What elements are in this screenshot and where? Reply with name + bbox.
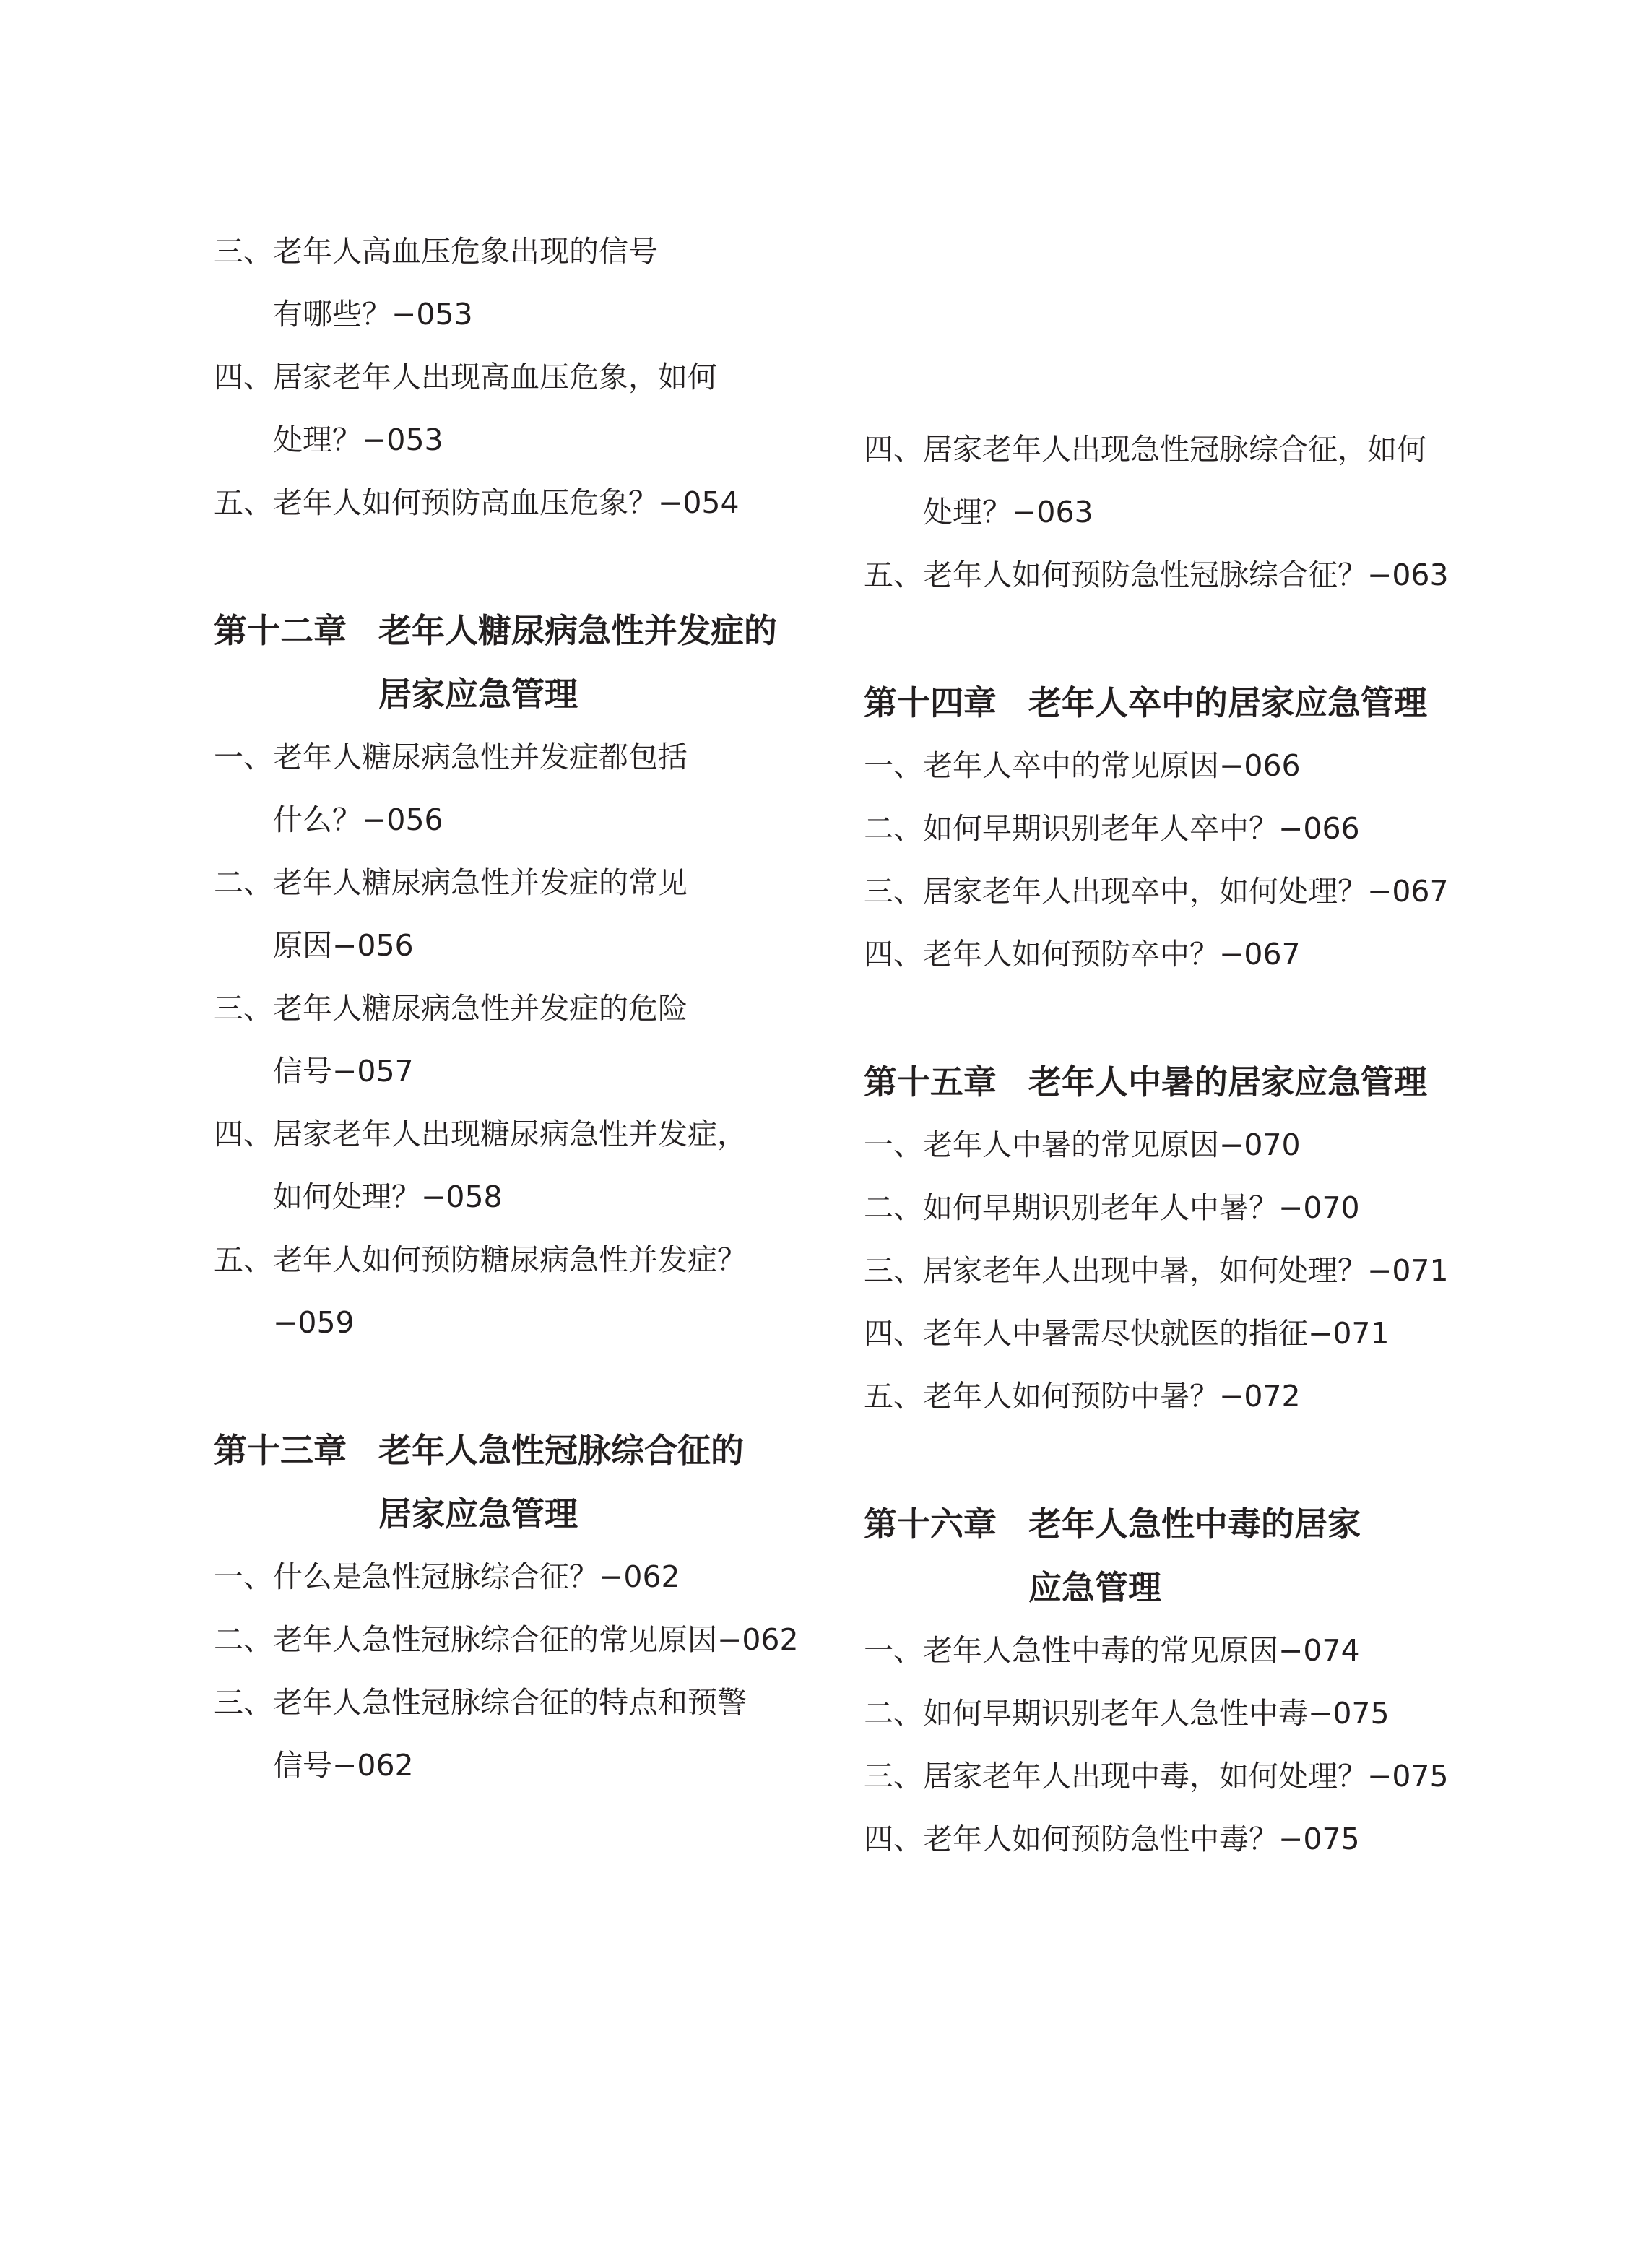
toc-entry[interactable]	[214, 1609, 835, 1671]
toc-entry[interactable]	[864, 1808, 1485, 1871]
toc-entry[interactable]	[864, 1177, 1485, 1239]
toc-entry-line: 有哪些？−053	[273, 297, 473, 332]
toc-entry[interactable]	[214, 1671, 835, 1797]
toc-entry-line: 处理？−053	[273, 423, 443, 457]
toc-entry[interactable]	[214, 220, 835, 346]
toc-entry[interactable]	[864, 1365, 1485, 1428]
toc-column-right	[864, 418, 1485, 1871]
toc-entry-line: 四、居家老年人出现高血压危象，如何	[214, 360, 717, 394]
toc-entry-line: 三、老年人急性冠脉综合征的特点和预警	[214, 1685, 747, 1720]
toc-entry[interactable]	[214, 977, 835, 1103]
toc-entry[interactable]	[864, 735, 1485, 797]
toc-entry-line: 五、老年人如何预防急性冠脉综合征？−063	[864, 558, 1449, 592]
chapter-heading	[864, 671, 1485, 735]
toc-entry[interactable]	[864, 1239, 1485, 1302]
toc-entry[interactable]	[214, 852, 835, 977]
chapter-title	[1028, 1050, 1427, 1114]
toc-entry-line: 二、老年人急性冠脉综合征的常见原因−062	[214, 1622, 799, 1657]
toc-entry-line: 一、什么是急性冠脉综合征？−062	[214, 1559, 680, 1594]
toc-entry-line: 四、居家老年人出现急性冠脉综合征，如何	[864, 432, 1426, 467]
chapter-title-line: 老年人中暑的居家应急管理	[1028, 1062, 1427, 1101]
toc-entry[interactable]	[864, 923, 1485, 986]
chapter-heading	[864, 1492, 1485, 1619]
chapter-title-line: 应急管理	[1028, 1568, 1161, 1607]
toc-entry[interactable]	[864, 418, 1485, 544]
toc-entry[interactable]	[864, 1682, 1485, 1745]
chapter-title-line: 居家应急管理	[378, 675, 578, 714]
chapter-number: 第十三章	[214, 1431, 347, 1470]
chapter-title	[378, 599, 777, 726]
chapter-title-line: 老年人卒中的居家应急管理	[1028, 683, 1427, 722]
toc-entry-line: 四、老年人如何预防急性中毒？−075	[864, 1822, 1360, 1856]
toc-entry-line: 三、居家老年人出现中毒，如何处理？−075	[864, 1759, 1449, 1793]
chapter-title	[1028, 1492, 1361, 1619]
chapter-number: 第十五章	[864, 1062, 997, 1101]
chapter-number: 第十六章	[864, 1505, 997, 1544]
toc-entry-line: 四、居家老年人出现糖尿病急性并发症，	[214, 1117, 747, 1151]
chapter-heading	[214, 1419, 835, 1546]
toc-entry[interactable]	[214, 472, 835, 534]
toc-column-left	[214, 220, 835, 1797]
toc-entry-line: 二、如何早期识别老年人卒中？−066	[864, 811, 1360, 846]
toc-entry[interactable]	[864, 1745, 1485, 1808]
chapter-heading	[214, 599, 835, 726]
toc-entry[interactable]	[214, 726, 835, 852]
toc-entry-line: 原因−056	[273, 928, 414, 963]
toc-entry-line: 一、老年人急性中毒的常见原因−074	[864, 1633, 1360, 1668]
toc-entry-line: 什么？−056	[273, 802, 443, 837]
toc-entry-line: 五、老年人如何预防高血压危象？−054	[214, 485, 740, 520]
toc-entry-line: 二、如何早期识别老年人中暑？−070	[864, 1190, 1360, 1225]
toc-entry-line: 三、居家老年人出现中暑，如何处理？−071	[864, 1253, 1449, 1288]
toc-entry-line: 四、老年人如何预防卒中？−067	[864, 937, 1301, 971]
toc-entry-line: 一、老年人卒中的常见原因−066	[864, 748, 1301, 783]
chapter-title-line: 老年人糖尿病急性并发症的	[378, 611, 777, 650]
toc-entry-line: 三、居家老年人出现卒中，如何处理？−067	[864, 874, 1449, 909]
toc-entry[interactable]	[864, 544, 1485, 607]
chapter-heading	[864, 1050, 1485, 1114]
chapter-title	[1028, 671, 1427, 735]
toc-entry-line: 二、老年人糖尿病急性并发症的常见	[214, 865, 688, 900]
toc-entry-line: 四、老年人中暑需尽快就医的指征−071	[864, 1316, 1390, 1351]
toc-entry-line: −059	[273, 1305, 355, 1340]
toc-entry-line: 信号−062	[273, 1748, 414, 1783]
toc-entry-line: 如何处理？−058	[273, 1180, 503, 1214]
toc-entry[interactable]	[214, 346, 835, 472]
chapter-title	[378, 1419, 744, 1546]
chapter-number: 第十四章	[864, 683, 997, 722]
toc-entry-line: 三、老年人糖尿病急性并发症的危险	[214, 991, 688, 1026]
toc-entry-line: 信号−057	[273, 1054, 414, 1088]
toc-entry[interactable]	[864, 797, 1485, 860]
chapter-title-line: 老年人急性中毒的居家	[1028, 1505, 1361, 1544]
toc-entry-line: 三、老年人高血压危象出现的信号	[214, 234, 658, 269]
toc-entry-line: 一、老年人糖尿病急性并发症都包括	[214, 740, 688, 774]
toc-entry-line: 处理？−063	[923, 495, 1093, 529]
toc-entry[interactable]	[864, 1619, 1485, 1682]
toc-entry[interactable]	[864, 1114, 1485, 1177]
chapter-number: 第十二章	[214, 611, 347, 650]
toc-entry[interactable]	[214, 1103, 835, 1229]
chapter-title-line: 居家应急管理	[378, 1494, 578, 1533]
toc-entry[interactable]	[864, 1302, 1485, 1365]
toc-entry-line: 五、老年人如何预防中暑？−072	[864, 1379, 1301, 1414]
toc-entry[interactable]	[864, 860, 1485, 923]
toc-entry[interactable]	[214, 1229, 835, 1354]
chapter-title-line: 老年人急性冠脉综合征的	[378, 1431, 744, 1470]
toc-entry-line: 五、老年人如何预防糖尿病急性并发症？	[214, 1242, 747, 1277]
toc-entry-line: 二、如何早期识别老年人急性中毒−075	[864, 1696, 1390, 1731]
toc-entry[interactable]	[214, 1546, 835, 1609]
toc-entry-line: 一、老年人中暑的常见原因−070	[864, 1127, 1301, 1162]
